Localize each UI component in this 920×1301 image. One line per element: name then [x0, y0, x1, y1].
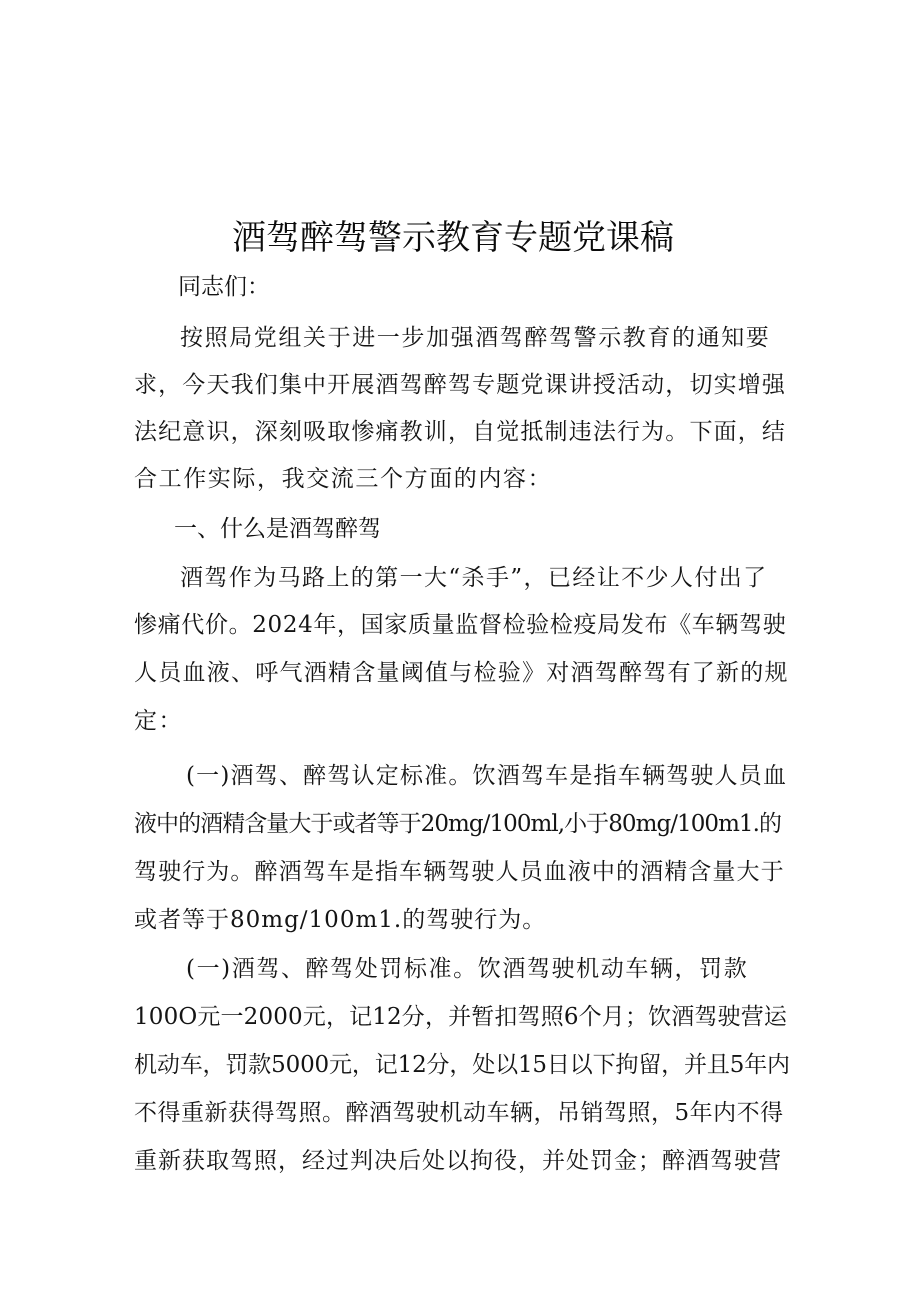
salutation: 同志们：: [178, 274, 270, 300]
intro-line-4: 合工作实际，我交流三个方面的内容：: [134, 466, 553, 492]
section1-line-2: 惨痛代价。2024年，国家质量监督检验检疫局发布《车辆驾驶: [134, 612, 787, 638]
item2-line-1: (一)酒驾、醉驾处罚标准。饮酒驾驶机动车辆，罚款: [186, 956, 749, 982]
document-title: 酒驾醉驾警示教育专题党课稿: [232, 218, 674, 258]
intro-line-3: 法纪意识，深刻吸取惨痛教训，自觉抵制违法行为。下面，结: [134, 419, 787, 445]
intro-line-1: 按照局党组关于进一步加强酒驾醉驾警示教育的通知要: [180, 325, 771, 351]
item1-line-4: 或者等于80mg∕100m1.的驾驶行为。: [134, 907, 547, 933]
item1-line-1: (一)酒驾、醉驾认定标准。饮酒驾车是指车辆驾驶人员血: [186, 763, 788, 789]
section1-line-3: 人员血液、呼气酒精含量阈值与检验》对酒驾醉驾有了新的规: [134, 660, 789, 686]
item2-line-5: 重新获取驾照，经过判决后处以拘役，并处罚金；醉酒驾驶营: [134, 1148, 782, 1174]
item1-line-2: 液中的酒精含量大于或者等于20mg∕100ml,小于80mg∕100m1.的: [134, 811, 782, 837]
section1-line-4: 定：: [134, 708, 183, 734]
item2-line-2: 100O元一2000元，记12分，并暂扣驾照6个月；饮酒驾驶营运: [134, 1004, 787, 1030]
item2-line-3: 机动车，罚款5000元，记12分，处以15日以下拘留，并且5年内: [134, 1052, 790, 1078]
section1-line-1: 酒驾作为马路上的第一大“杀手”，已经让不少人付出了: [180, 565, 768, 591]
section-heading: 一、什么是酒驾醉驾: [174, 516, 381, 542]
item2-line-4: 不得重新获得驾照。醉酒驾驶机动车辆，吊销驾照，5年内不得: [134, 1100, 784, 1126]
item1-line-3: 驾驶行为。醉酒驾车是指车辆驾驶人员血液中的酒精含量大于: [134, 859, 785, 885]
intro-line-2: 求，今天我们集中开展酒驾醉驾专题党课讲授活动，切实增强: [134, 372, 787, 398]
